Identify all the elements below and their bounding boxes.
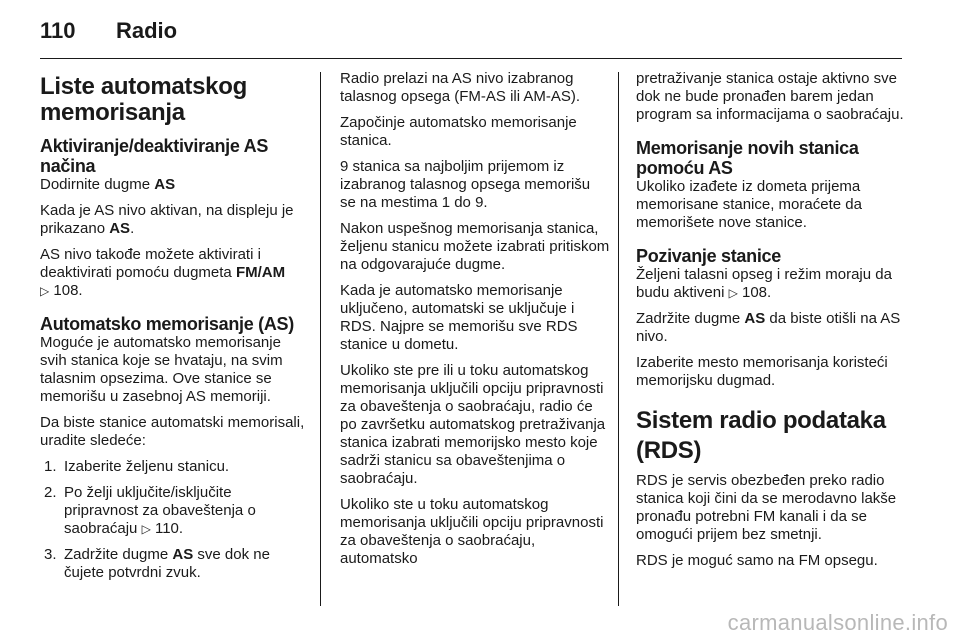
paragraph: Započinje automatsko memorisanje stanica. xyxy=(340,114,577,149)
paragraph: RDS je servis obezbeđen preko radio stanica koji čini da se merodavno lakše pronađu potrebni FM kanali i da se omogući prijem bez smetnji. xyxy=(636,472,897,543)
watermark: carmanualsonline.info xyxy=(727,610,948,635)
column-divider-1 xyxy=(320,72,321,606)
paragraph: Nakon uspešnog memorisanja stanica, željenu stanicu možete izabrati pritiskom na odgovarajuće dugme. xyxy=(340,220,610,273)
header-rule xyxy=(40,58,902,59)
paragraph: Ukoliko ste pre ili u toku automatskog memorisanja uključili opciju pripravnosti za obaveštenja o saobraćaju, radio će po završetku automatskog pretraživanja stanica izabrati memorijsko mesto koje sadrži stanicu sa obaveštenjima o saobraćaju. xyxy=(340,362,606,487)
column-3 xyxy=(636,70,908,578)
list-item: 2. Po želji uključite/isključite pripravnost za obaveštenja o saobraćaju ▷ 110. xyxy=(44,484,256,537)
section-heading-rds: Sistem radio podataka (RDS) xyxy=(636,407,886,464)
subheading-memorize-new: Memorisanje novih stanica pomoću AS xyxy=(636,138,859,178)
list-item: 1. Izaberite željenu stanicu. xyxy=(44,458,230,475)
paragraph: AS nivo takođe možete aktivirati i deaktivirati pomoću dugmeta FM/AM ▷ 108. xyxy=(40,246,286,299)
section-heading-as-lists: Liste automatskog memorisanja xyxy=(40,73,247,126)
page-number: 110 xyxy=(40,18,76,43)
paragraph: Kada je automatsko memorisanje uključeno, automatski se uključuje i RDS. Najpre se memorišu sve RDS stanice u dometu. xyxy=(340,282,578,353)
subheading-auto-memorize: Automatsko memorisanje (AS) xyxy=(40,314,294,334)
paragraph: Radio prelazi na AS nivo izabranog talasnog opsega (FM-AS ili AM-AS). xyxy=(340,70,581,105)
paragraph: Da biste stanice automatski memorisali, uradite sledeće: xyxy=(40,414,305,449)
column-divider-2 xyxy=(618,72,619,606)
paragraph: Dodirnite dugme AS xyxy=(40,176,176,193)
subheading-recall-station: Pozivanje stanice xyxy=(636,246,781,266)
column-2 xyxy=(340,70,610,576)
paragraph: Ukoliko izađete iz dometa prijema memorisane stanice, moraćete da memorišete nove stanice. xyxy=(636,178,862,231)
subheading-activate-as: Aktiviranje/deaktiviranje AS načina xyxy=(40,136,269,176)
paragraph: Izaberite mesto memorisanja koristeći memorijsku dugmad. xyxy=(636,354,888,389)
section-title: Radio xyxy=(116,18,178,43)
column-1 xyxy=(40,70,308,590)
paragraph: RDS je moguć samo na FM opsegu. xyxy=(636,552,878,569)
page-ref-arrow-icon: ▷ xyxy=(728,286,738,300)
steps-list xyxy=(40,458,308,582)
paragraph: Zadržite dugme AS da biste otišli na AS nivo. xyxy=(636,310,901,345)
paragraph: Ukoliko ste u toku automatskog memorisanja uključili opciju pripravnosti za obaveštenja o saobraćaju, automatsko xyxy=(340,496,604,567)
paragraph: Moguće je automatsko memorisanje svih stanica koje se hvataju, na svim talasnim opsezima. Ove stanice se memorišu u zasebnoj AS memoriji. xyxy=(40,334,283,405)
paragraph: Kada je AS nivo aktivan, na displeju je prikazano AS. xyxy=(40,202,294,237)
list-item: 3. Zadržite dugme AS sve dok ne čujete potvrdni zvuk. xyxy=(44,546,270,581)
paragraph: pretraživanje stanica ostaje aktivno sve dok ne bude pronađen barem jedan program sa informacijama o saobraćaju. xyxy=(636,70,904,123)
paragraph: 9 stanica sa najboljim prijemom iz izabranog talasnog opsega memorišu se na mestima 1 do 9. xyxy=(340,158,591,211)
page-ref-arrow-icon: ▷ xyxy=(40,284,50,298)
page-ref-arrow-icon: ▷ xyxy=(141,522,151,536)
paragraph: Željeni talasni opseg i režim moraju da budu aktiveni ▷ 108. xyxy=(636,266,892,301)
